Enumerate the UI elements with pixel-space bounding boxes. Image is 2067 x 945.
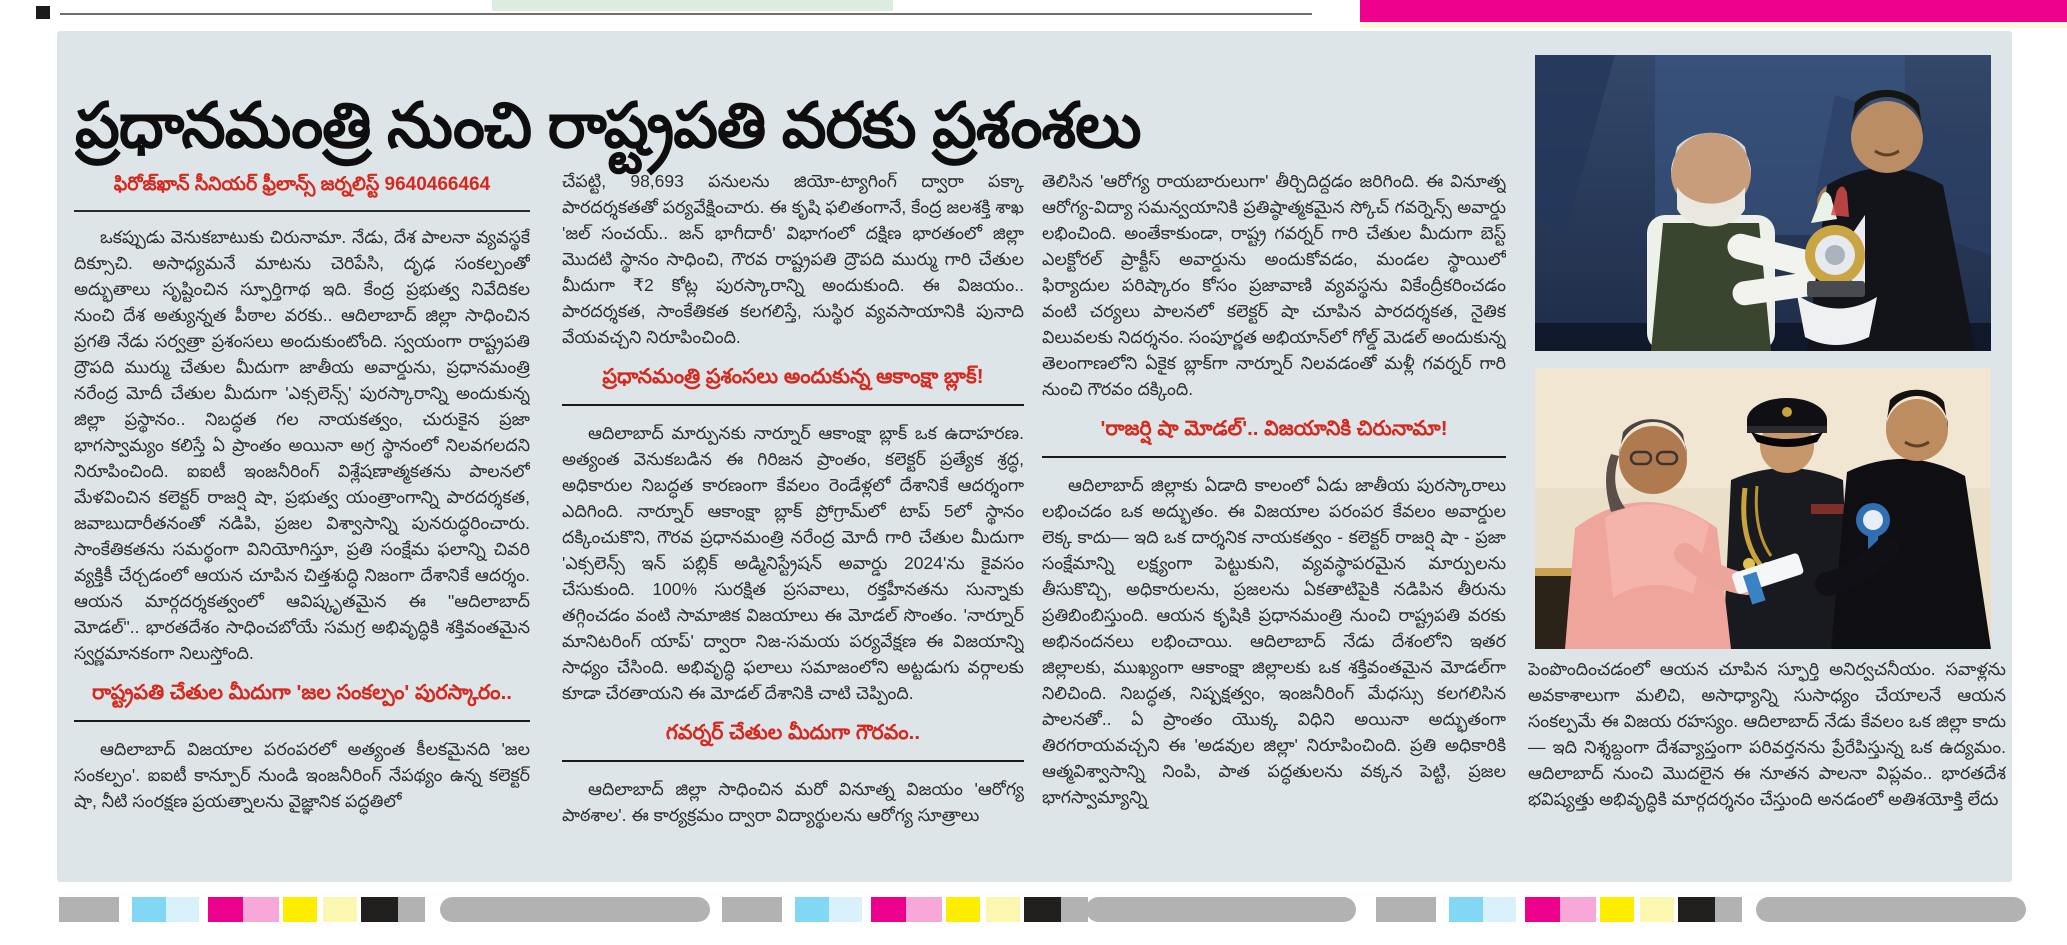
photo-pm-modi-award-illustration: [1535, 55, 1991, 351]
article-column-2: [562, 168, 1024, 880]
calibration-swatch-pink: [906, 897, 942, 922]
subheading-jala-sankalpam: రాష్ట్రపతి చేతుల మీదుగా 'జల సంకల్పం' పురస్కారం..: [74, 668, 530, 722]
calibration-swatch-pink: [243, 897, 279, 922]
paragraph: చేపట్టి, 98,693 పనులను జియో-ట్యాగింగ్ ద్వారా పక్కా పారదర్శకతతో పర్యవేక్షించారు. ఈ కృషి ఫలితంగానే, కేంద్ర జలశక్తి శాఖ 'జల్ సంచయ్.. జన్ భాగీదారీ' విభాగంలో దక్షిణ భారతంలో జిల్లా మొదటి స్థానం సాధించి, గౌరవ రాష్ట్రపతి ద్రౌపది ముర్ము గారి చేతుల మీదుగా ₹2 కోట్ల పురస్కారాన్ని అందుకుంది. ఈ విజయం.. పారదర్శకత, సాంకేతికత కలగలిస్తే, సుస్థిర వ్యవసాయానికి పునాది వేయవచ్చని నిరూపించింది.: [562, 171, 1024, 347]
calibration-swatch-gray: [59, 897, 119, 922]
paragraph: ఆదిలాబాద్ విజయాల పరంపరలో అత్యంత కీలకమైనది 'జల సంకల్పం'. ఐఐటీ కాన్పూర్ నుండి ఇంజనీరింగ్ నేపథ్యం ఉన్న కలెక్టర్ షా, నీటి సంరక్షణ ప్రయత్నాలను వైజ్ఞానిక పద్ధతిలో: [74, 739, 530, 811]
calibration-swatch-black: [1024, 897, 1061, 922]
calibration-capsule: [1756, 897, 2026, 922]
top-strip-paleyellow: [1360, 22, 2067, 28]
calibration-swatch-gray: [398, 897, 425, 922]
calibration-swatch-magenta: [871, 897, 906, 922]
calibration-swatch-paleyellow: [323, 897, 357, 922]
calibration-swatch-gray: [1715, 897, 1742, 922]
calibration-swatch-cyan: [1449, 897, 1483, 922]
subheading-aspirational-block: ప్రధానమంత్రి ప్రశంసలు అందుకున్న ఆకాంక్షా బ్లాక్!: [562, 352, 1024, 406]
photo-caption-text: పెంపొందించడంలో ఆయన చూపిన స్ఫూర్తి అనిర్వచనీయం. సవాళ్లను అవకాశాలుగా మలిచి, అసాధ్యాన్ని సుసాధ్యం చేయాలనే ఆయన సంకల్పమే ఈ విజయ రహస్యం. ఆదిలాబాద్ నేడు కేవలం ఒక జిల్లా కాదు— ఇది నిశ్శబ్దంగా దేశవ్యాప్తంగా పరివర్తనను ప్రేరేపిస్తున్న ఒక ఉద్యమం. ఆదిలాబాద్ నుంచి మొదలైన ఈ నూతన పాలనా విప్లవం.. భారతదేశ భవిష్యత్తు అభివృద్ధికి మార్గదర్శనం చేస్తుంది అనడంలో అతిశయోక్తి లేదు: [1528, 659, 2006, 809]
photo-president-murmu-award-illustration: [1535, 368, 1991, 649]
subheading-rajarshi-shah-model: 'రాజర్షి షా మోడల్'.. విజయానికి చిరునామా!: [1042, 404, 1506, 458]
calibration-swatch-black: [361, 897, 398, 922]
calibration-swatch-palecyan: [166, 897, 199, 922]
calibration-swatch-black: [1678, 897, 1715, 922]
paragraph: ఆదిలాబాద్ మార్పునకు నార్నూర్ ఆకాంక్షా బ్లాక్ ఒక ఉదాహరణ. అత్యంత వెనుకబడిన ఈ గిరిజన ప్రాంతం, కలెక్టర్ ప్రత్యేక శ్రద్ధ, అధికారుల నిబద్ధత కారణంగా కేవలం రెండేళ్లలో దేశానికే ఆదర్శంగా ఎదిగింది. నార్నూర్ ఆకాంక్షా బ్లాక్ ప్రోగ్రామ్‌లో టాప్ 5లో స్థానం దక్కించుకొని, గౌరవ ప్రధానమంత్రి నరేంద్ర మోదీ గారి చేతుల మీదుగా 'ఎక్సలెన్స్ ఇన్ పబ్లిక్ అడ్మినిస్ట్రేషన్ అవార్డు 2024'ను కైవసం చేసుకుంది. 100% సురక్షిత ప్రసవాలు, రక్తహీనతను సున్నాకు తగ్గించడం వంటి సామాజిక విజయాలు ఈ మోడల్ సొంతం. 'నార్నూర్ మానిటరింగ్ యాప్' ద్వారా నిజ-సమయ పర్యవేక్షణ ఈ విజయాన్ని సాధ్యం చేసింది. అభివృద్ధి ఫలాలు సమాజంలోని అట్టడుగు వర్గాలకు కూడా చేరతాయని ఈ మోడల్ దేశానికి చాటి చెప్పింది.: [562, 423, 1024, 703]
calibration-swatch-cyan: [132, 897, 166, 922]
calibration-swatch-palecyan: [1483, 897, 1516, 922]
calibration-swatch-magenta: [1525, 897, 1560, 922]
article-column-1: [74, 168, 530, 880]
paragraph: ఒకప్పుడు వెనుకబాటుకు చిరునామా. నేడు, దేశ పాలనా వ్యవస్థకే దిక్సూచి. అసాధ్యమనే మాటను చెరిపేసి, దృఢ సంకల్పంతో అద్భుతాలు సృష్టించిన స్ఫూర్తిగాథ ఇది. కేంద్ర ప్రభుత్వ నివేదికల నుంచి దేశ అత్యున్నత పీఠాల వరకు.. ఆదిలాబాద్ జిల్లా సాధించిన ప్రగతి నేడు సర్వత్రా ప్రశంసలు అందుకుంటోంది. స్వయంగా రాష్ట్రపతి ద్రౌపది ముర్ము చేతుల మీదుగా జాతీయ అవార్డును, ప్రధానమంత్రి నరేంద్ర మోదీ చేతుల మీదుగా 'ఎక్సలెన్స్' పురస్కారాన్ని అందుకున్న జిల్లా ప్రస్థానం.. నిబద్ధత గల నాయకత్వం, చురుకైన ప్రజా భాగస్వామ్యం కలిస్తే ఏ ప్రాంతం అయినా అగ్ర స్థానంలో నిలవగలదని నిరూపించింది. ఐఐటీ ఇంజనీరింగ్ విశ్లేషణాత్మకతను పాలనలో మేళవించిన కలెక్టర్ రాజర్షి షా, ప్రభుత్వ యంత్రాంగాన్ని పారదర్శకత, జవాబుదారీతనంతో నడిపి, ప్రజల విశ్వాసాన్ని పునరుద్ధరించారు. సాంకేతికతను సమర్థంగా వినియోగిస్తూ, ప్రతి సంక్షేమ ఫలాన్ని చివరి వ్యక్తికీ చేర్చడంలో ఆయన చూపిన చిత్తశుద్ధి నిజంగా దేశానికే ఆదర్శం. ఆయన మార్గదర్శకత్వంలో ఆవిష్కృతమైన ఈ "ఆదిలాబాద్ మోడల్".. భారతదేశం సాధించబోయే సమగ్ర అభివృద్ధికి శక్తివంతమైన స్వర్ణమానకంగా నిలుస్తోంది.: [74, 227, 530, 663]
calibration-swatch-paleyellow: [1640, 897, 1674, 922]
calibration-bar: [0, 897, 2067, 922]
calibration-swatch-pink: [1560, 897, 1596, 922]
paragraph: ఆదిలాబాద్ జిల్లా సాధించిన మరో వినూత్న విజయం 'ఆరోగ్య పాఠశాల'. ఈ కార్యక్రమం ద్వారా విద్యార్థులను ఆరోగ్య సూత్రాలు: [562, 779, 1024, 825]
calibration-swatch-gray: [1061, 897, 1088, 922]
byline: ఫిరోజ్‌ఖాన్ సీనియర్ ఫ్రీలాన్స్ జర్నలిస్ట్ 9640466464: [74, 168, 530, 212]
calibration-swatch-yellow: [283, 897, 317, 922]
peaked-cap: [1747, 398, 1827, 447]
calibration-swatch-yellow: [946, 897, 980, 922]
calibration-swatch-gray: [722, 897, 782, 922]
top-strip-magenta: [1360, 0, 2067, 22]
paragraph: ఆదిలాబాద్ జిల్లాకు ఏడాది కాలంలో ఏడు జాతీయ పురస్కారాలు లభించడం ఒక అద్భుతం. ఈ విజయాల పరంపర కేవలం అవార్డుల లెక్క కాదు— ఇది ఒక దార్శనిక నాయకత్వం - కలెక్టర్ రాజర్షి షా - ప్రజా సంక్షేమాన్ని లక్ష్యంగా పెట్టుకుని, వ్యవస్థాపరమైన మార్పులను తీసుకొచ్చి, అధికారులను, ప్రజలను ఏకతాటిపైకి నడిపిన తీరును ప్రతిబింబిస్తుంది. ఆయన కృషికి ప్రధానమంత్రి నుంచి రాష్ట్రపతి వరకు అభినందనలు లభించాయి. ఆదిలాబాద్ నేడు దేశంలోని ఇతర జిల్లాలకు, ముఖ్యంగా ఆకాంక్షా జిల్లాలకు ఒక శక్తివంతమైన మోడల్‌గా నిలిచింది. నిబద్ధత, నిష్పక్షత్వం, ఇంజనీరింగ్ మేధస్సు కలగలిసిన పాలనతో.. ఏ ప్రాంతం యొక్క విధిని అయినా అద్భుతంగా తిరగరాయవచ్చని ఈ 'అడవుల జిల్లా' నిరూపించింది. ప్రతి అధికారికి ఆత్మవిశ్వాసాన్ని నింపి, పాత పద్ధతులను వక్కన పెట్టి, ప్రజల భాగస్వామ్యాన్ని: [1042, 475, 1506, 807]
calibration-swatch-paleyellow: [986, 897, 1020, 922]
calibration-swatch-palecyan: [829, 897, 862, 922]
calibration-capsule: [440, 897, 710, 922]
photo-pm-modi-award: [1535, 55, 1991, 351]
registration-mark: [36, 6, 50, 19]
top-strip-mint: [492, 0, 893, 11]
article-column-3: [1042, 168, 1506, 880]
calibration-swatch-magenta: [208, 897, 243, 922]
subheading-governor-honour: గవర్నర్ చేతుల మీదుగా గౌరవం..: [562, 708, 1024, 762]
photo-president-murmu-award: [1535, 368, 1991, 649]
article-headline: ప్రధానమంత్రి నుంచి రాష్ట్రపతి వరకు ప్రశంశలు: [75, 91, 1141, 162]
calibration-swatch-cyan: [795, 897, 829, 922]
calibration-swatch-gray: [1376, 897, 1436, 922]
paragraph: తెలిసిన 'ఆరోగ్య రాయబారులుగా' తీర్చిదిద్దడం జరిగింది. ఈ వినూత్న ఆరోగ్య-విద్యా సమన్వయానికి ప్రతిష్ఠాత్మకమైన స్కోచ్ గవర్నెన్స్ అవార్డు లభించింది. అంతేకాకుండా, రాష్ట్ర గవర్నర్ గారి చేతుల మీదుగా బెస్ట్ ఎలక్టోరల్ ప్రాక్టీస్ అవార్డును అందుకోవడం, మండల స్థాయిలో ఫిర్యాదుల పరిష్కారం కోసం ప్రజావాణి వ్యవస్థను వికేంద్రీకరించడం వంటి చర్యలు పాలనలో కలెక్టర్ షా చూపిన పారదర్శకత, నైతిక విలువలకు నిదర్శనం. సంపూర్ణత అభియాన్‌లో గోల్డ్ మెడల్ అందుకున్న తెలంగాణలోని ఏకైక బ్లాక్‌గా నార్నూర్ నిలవడంతో మళ్లీ గవర్నర్ గారి నుంచి గౌరవం దక్కింది.: [1042, 171, 1506, 399]
registration-line: [60, 13, 1312, 15]
calibration-capsule: [1086, 897, 1356, 922]
calibration-swatch-yellow: [1600, 897, 1634, 922]
